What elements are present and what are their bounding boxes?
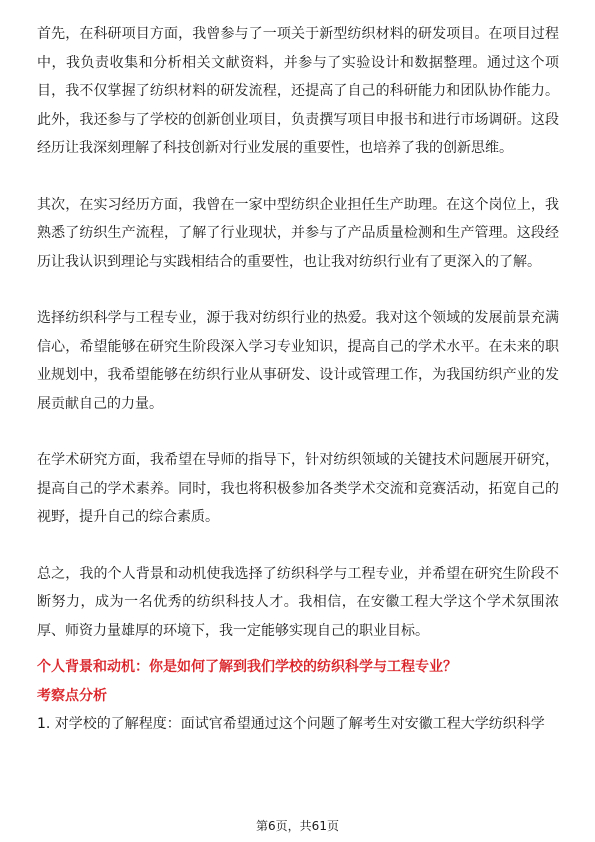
spacer <box>37 163 559 191</box>
spacer <box>37 418 559 446</box>
paragraph-research-projects: 首先，在科研项目方面，我曾参与了一项关于新型纺织材料的研发项目。在项目过程中，我负责收集和分析相关文献资料，并参与了实验设计和数据整理。通过这个项目，我不仅掌握了纺织材料的研发流程，还提高了自己的科研能力和团队协作能力。此外，我还参与了学校的创新创业项目，负责撰写项目申报书和进行市场调研。这段经历让我深刻理解了科技创新对行业发展的重要性，也培养了我的创新思维。 <box>37 26 559 156</box>
paragraph-conclusion: 总之，我的个人背景和动机使我选择了纺织科学与工程专业，并希望在研究生阶段不断努力，成为一名优秀的纺织科技人才。我相信，在安徽工程大学这个学术氛围浓厚、师资力量雄厚的环境下，我一定能够实现自己的职业目标。 <box>37 565 559 639</box>
analysis-heading: 考察点分析 <box>37 687 107 704</box>
paragraph-major-choice: 选择纺织科学与工程专业，源于我对纺织行业的热爱。我对这个领域的发展前景充满信心，希望能够在研究生阶段深入学习专业知识，提高自己的学术水平。在未来的职业规划中，我希望能够在纺织行业从事研发、设计或管理工作，为我国纺织产业的发展贡献自己的力量。 <box>37 310 559 412</box>
analysis-list-item: 1. 对学校的了解程度：面试官希望通过这个问题了解考生对安徽工程大学纺织科学 <box>37 715 545 732</box>
question-heading: 个人背景和动机：你是如何了解到我们学校的纺织科学与工程专业？ <box>37 659 457 675</box>
page-footer: 第6页，共61页 <box>256 819 339 833</box>
spacer <box>37 532 559 560</box>
spacer <box>37 645 559 653</box>
paragraph-academic-goals: 在学术研究方面，我希望在导师的指导下，针对纺织领域的关键技术问题展开研究，提高自己的学术素养。同时，我也将积极参加各类学术交流和竞赛活动，拓宽自己的视野，提升自己的综合素质。 <box>37 452 559 525</box>
page-content <box>37 20 559 738</box>
paragraph-internship: 其次，在实习经历方面，我曾在一家中型纺织企业担任生产助理。在这个岗位上，我熟悉了纺织生产流程，了解了行业现状，并参与了产品质量检测和生产管理。这段经历让我认识到理论与实践相结合的重要性，也让我对纺织行业有了更深入的了解。 <box>37 196 559 270</box>
spacer <box>37 276 559 304</box>
